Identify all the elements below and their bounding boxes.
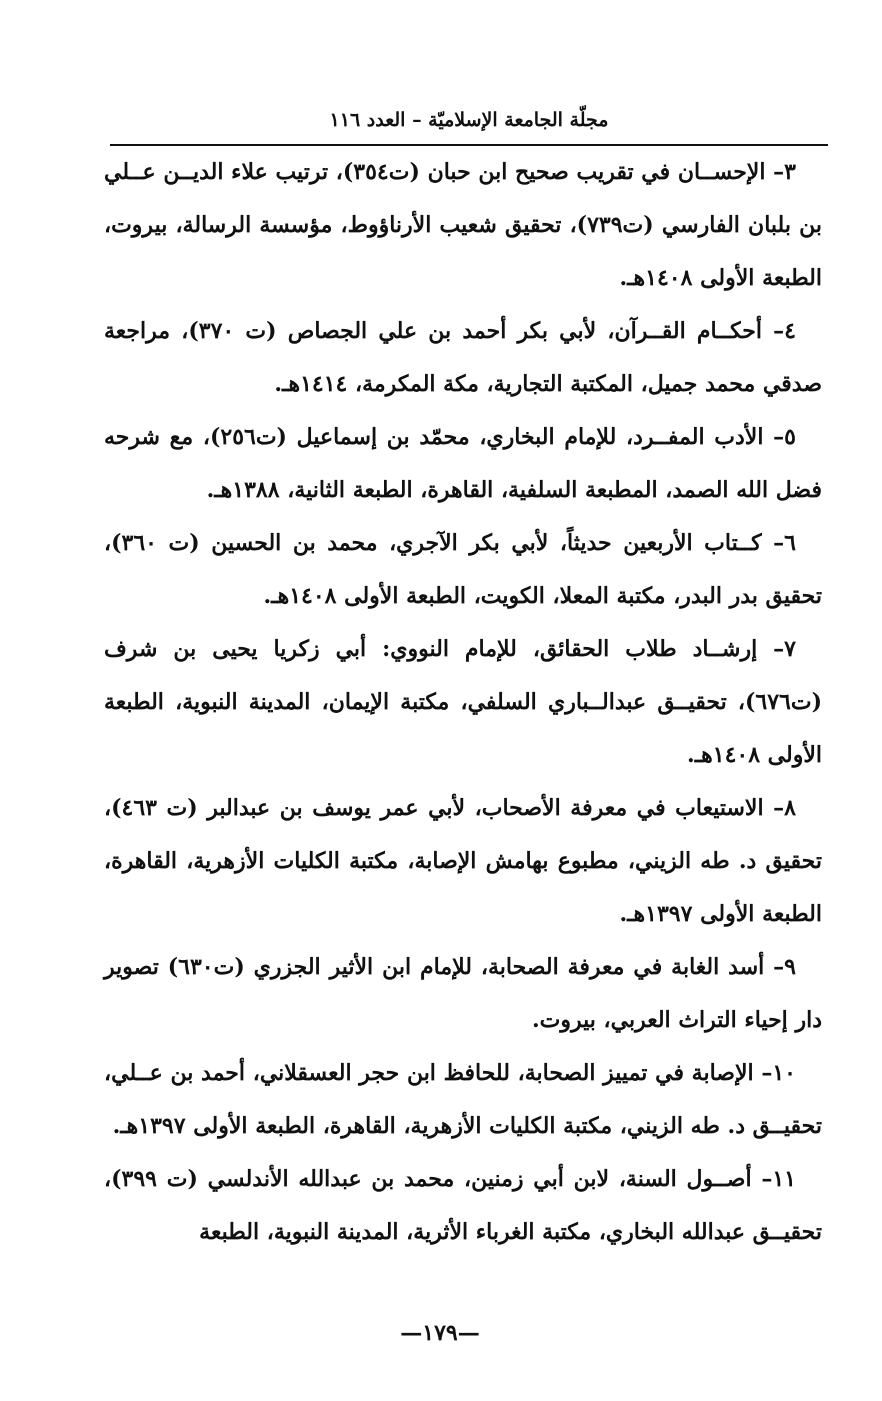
reference-entry-8: ٨– الاستيعاب في معرفة الأصحاب، لأبي عمر يوسف بن عبدالبر (ت ٤٦٣)، تحقيق د. طه الزيني، مطبوع بهامش الإصابة، مكتبة الكليات الأزهرية، القاهرة، الطبعة الأولى ١٣٩٧هـ.	[104, 795, 822, 927]
reference-entry-7: ٧– إرشــاد طلاب الحقائق، للإمام النووي: أبي زكريا يحيى بن شرف (ت٦٧٦)، تحقيــق عبدالــباري السلفي، مكتبة الإيمان، المدينة النبوية، الطبعة الأولى ١٤٠٨هـ.	[104, 636, 822, 768]
reference-entry-11: ١١– أصــول السنة، لابن أبي زمنين، محمد بن عبدالله الأندلسي (ت ٣٩٩)، تحقيــق عبدالله البخاري، مكتبة الغرباء الأثرية، المدينة النبوية، الطبعة	[104, 1166, 822, 1245]
reference-entry-6: ٦– كــتاب الأربعين حديثاً، لأبي بكر الآجري، محمد بن الحسين (ت ٣٦٠)، تحقيق بدر البدر، مكتبة المعلا، الكويت، الطبعة الأولى ١٤٠٨هـ.	[104, 530, 822, 609]
references-list	[104, 146, 822, 1259]
reference-entry-10: ١٠– الإصابة في تمييز الصحابة، للحافظ ابن حجر العسقلاني، أحمد بن عــلي، تحقيــق د. طه الزيني، مكتبة الكليات الأزهرية، القاهرة، الطبعة الأولى ١٣٩٧هـ.	[104, 1060, 822, 1139]
running-header: مجلّة الجامعة الإسلاميّة – العدد ١١٦	[329, 109, 609, 131]
reference-entry-4: ٤– أحكــام القــرآن، لأبي بكر أحمد بن علي الجصاص (ت ٣٧٠)، مراجعة صدقي محمد جميل، المكتبة التجارية، مكة المكرمة، ١٤١٤هـ.	[104, 318, 822, 397]
reference-entry-5: ٥– الأدب المفــرد، للإمام البخاري، محمّد بن إسماعيل (ت٢٥٦)، مع شرحه فضل الله الصمد، المطبعة السلفية، القاهرة، الطبعة الثانية، ١٣٨٨هـ.	[104, 424, 822, 503]
page-number: —١٧٩—	[400, 1320, 480, 1346]
reference-entry-3: ٣– الإحســان في تقريب صحيح ابن حبان (ت٣٥٤)، ترتيب علاء الديــن عــلي بن بلبان الفارسي (ت٧٣٩)، تحقيق شعيب الأرناؤوط، مؤسسة الرسالة، بيروت، الطبعة الأولى ١٤٠٨هـ.	[104, 159, 822, 291]
reference-entry-9: ٩– أسد الغابة في معرفة الصحابة، للإمام ابن الأثير الجزري (ت٦٣٠) تصوير دار إحياء التراث العربي، بيروت.	[104, 954, 822, 1033]
